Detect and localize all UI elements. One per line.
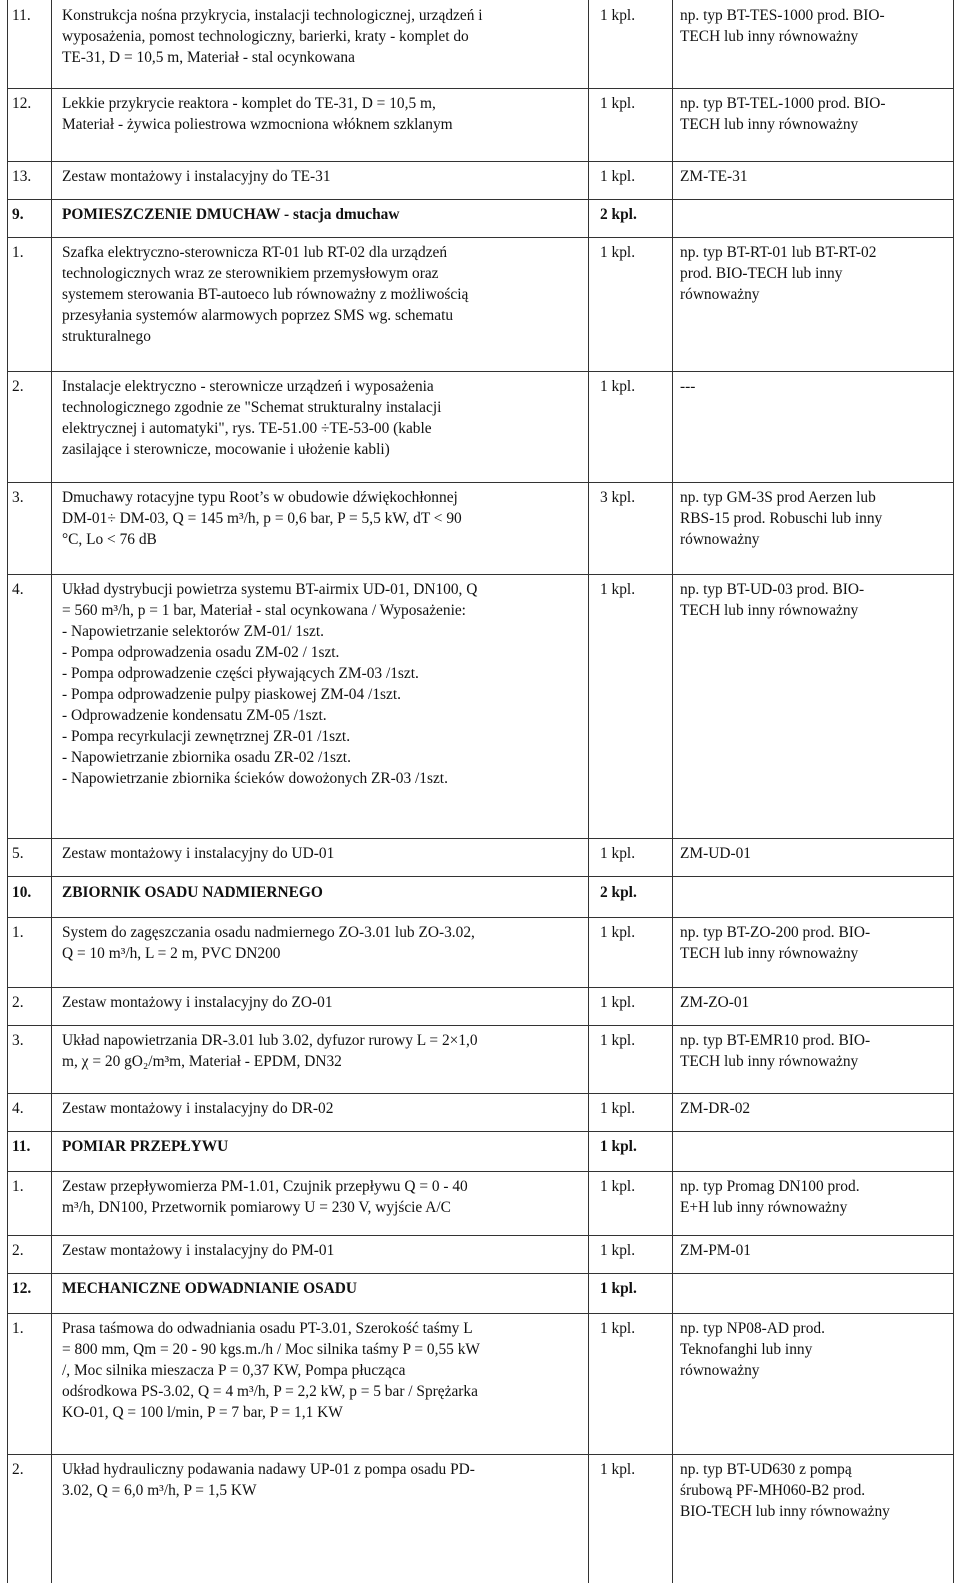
row-quantity: 1 kpl. (600, 1320, 636, 1337)
row-note (680, 1459, 952, 1522)
row-separator (7, 574, 954, 575)
description-line: m, χ = 20 gO₂/m³m, Materiał - EPDM, DN32 (62, 1053, 342, 1070)
row-quantity: 1 kpl. (600, 994, 636, 1011)
section-title (62, 1278, 580, 1299)
row-number: 1. (12, 244, 24, 261)
description-line: Q = 10 m³/h, L = 2 m, PVC DN200 (62, 945, 281, 962)
description-line: - Napowietrzanie zbiornika osadu ZR-02 /1szt. (62, 749, 351, 766)
note-line: ZM-UD-01 (680, 845, 751, 862)
row-note (680, 242, 952, 305)
row-separator (7, 1093, 954, 1094)
note-line: ZM-DR-02 (680, 1100, 751, 1117)
row-description (62, 922, 580, 964)
description-line: Konstrukcja nośna przykrycia, instalacji technologicznej, urządzeń i (62, 7, 483, 24)
section-title (62, 882, 580, 903)
row-description (62, 93, 580, 135)
row-number: 2. (12, 1461, 24, 1478)
note-line: równoważny (680, 531, 760, 548)
description-line: zasilające i sterownicze, mocowanie i ułożenie kabli) (62, 441, 390, 458)
description-line: = 800 mm, Qm = 20 - 90 kgs.m./h / Moc silnika taśmy P = 0,55 kW (62, 1341, 480, 1358)
note-line: TECH lub inny równoważny (680, 1053, 859, 1070)
description-line: Zestaw montażowy i instalacyjny do PM-01 (62, 1242, 335, 1259)
row-number: 2. (12, 1242, 24, 1259)
row-quantity: 1 kpl. (600, 1242, 636, 1259)
row-separator (7, 1025, 954, 1026)
description-line: = 560 m³/h, p = 1 bar, Materiał - stal ocynkowana / Wyposażenie: (62, 602, 466, 619)
note-line: TECH lub inny równoważny (680, 602, 859, 619)
row-description (62, 487, 580, 550)
row-note (680, 1176, 952, 1218)
row-description (62, 242, 580, 347)
section-number: 9. (12, 206, 24, 223)
description-line: technologicznego zgodnie ze "Schemat strukturalny instalacji (62, 399, 442, 416)
description-line: Układ dystrybucji powietrza systemu BT-airmix UD-01, DN100, Q (62, 581, 478, 598)
description-line: Układ hydrauliczny podawania nadawy UP-01 z pompa osadu PD- (62, 1461, 475, 1478)
note-line: np. typ BT-UD630 z pompą (680, 1461, 852, 1478)
description-line: Materiał - żywica poliestrowa wzmocniona włóknem szklanym (62, 116, 453, 133)
row-quantity: 1 kpl. (600, 1178, 636, 1195)
note-line: np. typ GM-3S prod Aerzen lub (680, 489, 876, 506)
row-separator (7, 1273, 954, 1274)
row-description (62, 1098, 580, 1119)
row-note (680, 922, 952, 964)
description-line: technologicznych wraz ze sterownikiem przemysłowym oraz (62, 265, 439, 282)
section-title-text: POMIESZCZENIE DMUCHAW - stacja dmuchaw (62, 206, 400, 223)
row-description (62, 166, 580, 187)
row-number: 1. (12, 924, 24, 941)
row-separator (7, 838, 954, 839)
description-line: Układ napowietrzania DR-3.01 lub 3.02, dyfuzor rurowy L = 2×1,0 (62, 1032, 478, 1049)
row-separator (7, 917, 954, 918)
section-title (62, 204, 580, 225)
row-separator (7, 371, 954, 372)
row-separator (7, 237, 954, 238)
description-line: Szafka elektryczno-sterownicza RT-01 lub RT-02 dla urządzeń (62, 244, 448, 261)
row-number: 2. (12, 994, 24, 1011)
note-line: np. typ BT-TES-1000 prod. BIO- (680, 7, 885, 24)
row-separator (7, 1454, 954, 1455)
row-description (62, 1240, 580, 1261)
description-line: m³/h, DN100, Przetwornik pomiarowy U = 230 V, wyjście A/C (62, 1199, 451, 1216)
description-line: KO-01, Q = 100 l/min, P = 7 bar, P = 1,1 KW (62, 1404, 343, 1421)
note-line: równoważny (680, 286, 760, 303)
row-separator (7, 987, 954, 988)
row-note (680, 5, 952, 47)
note-line: Teknofanghi lub inny (680, 1341, 813, 1358)
row-description (62, 1459, 580, 1501)
note-line: prod. BIO-TECH lub inny (680, 265, 843, 282)
section-title-text: ZBIORNIK OSADU NADMIERNEGO (62, 884, 323, 901)
row-note (680, 1098, 952, 1119)
note-line: TECH lub inny równoważny (680, 116, 859, 133)
description-line: - Pompa odprowadzenie pulpy piaskowej ZM-04 /1szt. (62, 686, 401, 703)
note-line: TECH lub inny równoważny (680, 28, 859, 45)
row-description (62, 1030, 580, 1072)
note-line: np. typ BT-EMR10 prod. BIO- (680, 1032, 871, 1049)
row-description (62, 5, 580, 68)
description-line: - Napowietrzanie zbiornika ścieków dowożonych ZR-03 /1szt. (62, 770, 448, 787)
row-quantity: 1 kpl. (600, 378, 636, 395)
row-number: 1. (12, 1320, 24, 1337)
row-description (62, 376, 580, 460)
note-line: np. typ BT-TEL-1000 prod. BIO- (680, 95, 886, 112)
row-number: 5. (12, 845, 24, 862)
description-line: - Napowietrzanie selektorów ZM-01/ 1szt. (62, 623, 324, 640)
description-line: strukturalnego (62, 328, 151, 345)
note-line: równoważny (680, 1362, 760, 1379)
row-quantity: 1 kpl. (600, 1461, 636, 1478)
row-quantity: 1 kpl. (600, 168, 636, 185)
row-separator (7, 1131, 954, 1132)
row-note (680, 93, 952, 135)
section-number: 10. (12, 884, 32, 901)
description-line: wyposażenia, pomost technologiczny, barierki, kraty - komplet do (62, 28, 469, 45)
row-quantity: 1 kpl. (600, 244, 636, 261)
row-separator (7, 876, 954, 877)
description-line: DM-01÷ DM-03, Q = 145 m³/h, p = 0,6 bar, P = 5,5 kW, dT < 90 (62, 510, 462, 527)
row-separator (7, 161, 954, 162)
description-line: elektrycznej i automatyki", rys. TE-51.00 ÷TE-53-00 (kable (62, 420, 432, 437)
description-line: Lekkie przykrycie reaktora - komplet do TE-31, D = 10,5 m, (62, 95, 436, 112)
row-separator (7, 88, 954, 89)
note-line: ZM-TE-31 (680, 168, 748, 185)
description-line: odśrodkowa PS-3.02, Q = 4 m³/h, P = 2,2 kW, p = 5 bar / Sprężarka (62, 1383, 478, 1400)
note-line: np. typ BT-RT-01 lub BT-RT-02 (680, 244, 877, 261)
row-description (62, 579, 580, 789)
note-line: np. typ NP08-AD prod. (680, 1320, 825, 1337)
note-line: ZM-PM-01 (680, 1242, 751, 1259)
description-line: Instalacje elektryczno - sterownicze urządzeń i wyposażenia (62, 378, 434, 395)
description-line: Prasa taśmowa do odwadniania osadu PT-3.01, Szerokość taśmy L (62, 1320, 473, 1337)
description-line: Zestaw przepływomierza PM-1.01, Czujnik przepływu Q = 0 - 40 (62, 1178, 468, 1195)
row-note (680, 376, 952, 397)
row-quantity: 1 kpl. (600, 95, 636, 112)
row-separator (7, 1171, 954, 1172)
row-quantity: 1 kpl. (600, 581, 636, 598)
row-quantity: 1 kpl. (600, 1032, 636, 1049)
description-line: TE-31, D = 10,5 m, Materiał - stal ocynkowana (62, 49, 355, 66)
section-title-text: MECHANICZNE ODWADNIANIE OSADU (62, 1280, 358, 1297)
section-number: 12. (12, 1280, 32, 1297)
row-separator (7, 1235, 954, 1236)
row-separator (7, 199, 954, 200)
row-separator (7, 1313, 954, 1314)
description-line: Zestaw montażowy i instalacyjny do UD-01 (62, 845, 335, 862)
row-number: 4. (12, 581, 24, 598)
description-line: Zestaw montażowy i instalacyjny do ZO-01 (62, 994, 333, 1011)
row-note (680, 579, 952, 621)
row-number: 13. (12, 168, 32, 185)
row-note (680, 1240, 952, 1261)
description-line: Zestaw montażowy i instalacyjny do DR-02 (62, 1100, 334, 1117)
description-line: °C, Lo < 76 dB (62, 531, 157, 548)
row-description (62, 992, 580, 1013)
row-quantity: 1 kpl. (600, 1100, 636, 1117)
note-line: np. typ Promag DN100 prod. (680, 1178, 860, 1195)
section-quantity: 1 kpl. (600, 1138, 637, 1155)
row-separator (7, 482, 954, 483)
section-quantity: 2 kpl. (600, 206, 637, 223)
note-line: TECH lub inny równoważny (680, 945, 859, 962)
description-line: systemem sterowania BT-autoeco lub równoważny z możliwością (62, 286, 469, 303)
row-quantity: 1 kpl. (600, 924, 636, 941)
row-note (680, 487, 952, 550)
section-title (62, 1136, 580, 1157)
section-quantity: 2 kpl. (600, 884, 637, 901)
row-number: 12. (12, 95, 32, 112)
row-number: 1. (12, 1178, 24, 1195)
row-note (680, 1030, 952, 1072)
description-line: - Pompa recyrkulacji zewnętrznej ZR-01 /1szt. (62, 728, 351, 745)
row-number: 3. (12, 1032, 24, 1049)
row-number: 3. (12, 489, 24, 506)
row-quantity: 1 kpl. (600, 7, 636, 24)
section-quantity: 1 kpl. (600, 1280, 637, 1297)
row-quantity: 1 kpl. (600, 845, 636, 862)
description-line: - Pompa odprowadzenie części pływających ZM-03 /1szt. (62, 665, 419, 682)
note-line: BIO-TECH lub inny równoważny (680, 1503, 890, 1520)
description-line: przesyłania systemów alarmowych poprzez SMS wg. schematu (62, 307, 454, 324)
row-note (680, 992, 952, 1013)
description-line: Zestaw montażowy i instalacyjny do TE-31 (62, 168, 331, 185)
note-line: --- (680, 378, 696, 395)
row-number: 4. (12, 1100, 24, 1117)
description-line: - Odprowadzenie kondensatu ZM-05 /1szt. (62, 707, 327, 724)
description-line: 3.02, Q = 6,0 m³/h, P = 1,5 KW (62, 1482, 257, 1499)
note-line: E+H lub inny równoważny (680, 1199, 848, 1216)
row-description (62, 1176, 580, 1218)
description-line: - Pompa odprowadzenia osadu ZM-02 / 1szt. (62, 644, 340, 661)
section-title-text: POMIAR PRZEPŁYWU (62, 1138, 229, 1155)
description-line: System do zagęszczania osadu nadmiernego ZO-3.01 lub ZO-3.02, (62, 924, 475, 941)
row-quantity: 3 kpl. (600, 489, 636, 506)
note-line: np. typ BT-ZO-200 prod. BIO- (680, 924, 871, 941)
section-number: 11. (12, 1138, 31, 1155)
row-number: 2. (12, 378, 24, 395)
row-description (62, 1318, 580, 1423)
note-line: ZM-ZO-01 (680, 994, 750, 1011)
note-line: np. typ BT-UD-03 prod. BIO- (680, 581, 865, 598)
row-note (680, 166, 952, 187)
description-line: /, Moc silnika mieszacza P = 0,37 KW, Pompa płucząca (62, 1362, 406, 1379)
row-description (62, 843, 580, 864)
note-line: śrubową PF-MH060-B2 prod. (680, 1482, 866, 1499)
row-note (680, 1318, 952, 1381)
description-line: Dmuchawy rotacyjne typu Root’s w obudowie dźwiękochłonnej (62, 489, 458, 506)
row-number: 11. (12, 7, 31, 24)
note-line: RBS-15 prod. Robuschi lub inny (680, 510, 883, 527)
row-note (680, 843, 952, 864)
